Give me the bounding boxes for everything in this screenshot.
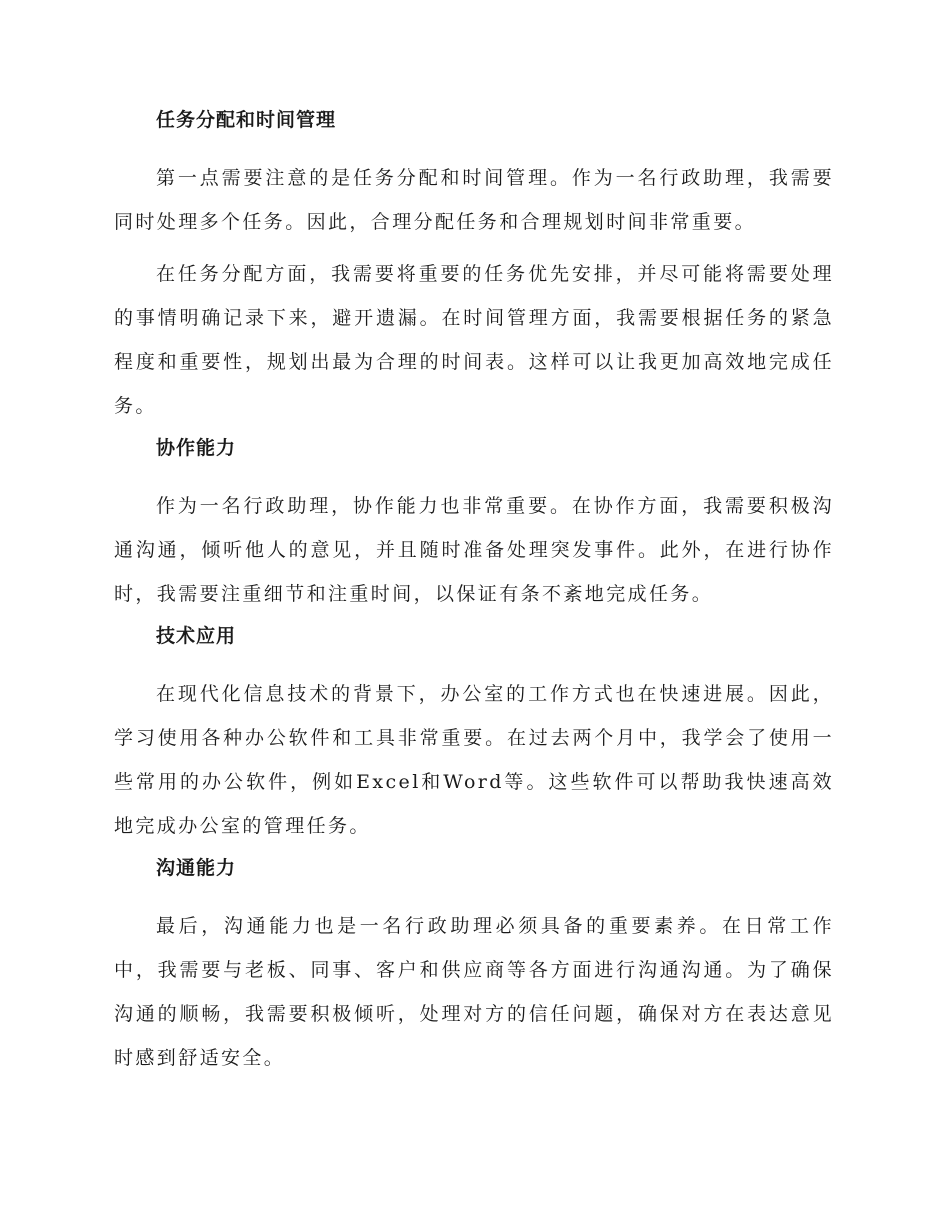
paragraph: 最后，沟通能力也是一名行政助理必须具备的重要素养。在日常工作中，我需要与老板、同事、客户和供应商等各方面进行沟通沟通。为了确保沟通的顺畅，我需要积极倾听，处理对方的信任问题，确保对方在表达意见时感到舒适安全。	[114, 915, 834, 1069]
document-page	[114, 108, 834, 1080]
section-heading: 任务分配和时间管理	[156, 109, 337, 131]
paragraph: 第一点需要注意的是任务分配和时间管理。作为一名行政助理，我需要同时处理多个任务。因此，合理分配任务和合理规划时间非常重要。	[114, 167, 834, 233]
paragraph: 作为一名行政助理，协作能力也非常重要。在协作方面，我需要积极沟通沟通，倾听他人的意见，并且随时准备处理突发事件。此外，在进行协作时，我需要注重细节和注重时间，以保证有条不紊地完成任务。	[114, 495, 834, 605]
section-technology	[114, 624, 834, 856]
section-heading: 技术应用	[156, 625, 237, 647]
section-heading: 协作能力	[156, 437, 237, 459]
paragraph: 在任务分配方面，我需要将重要的任务优先安排，并尽可能将需要处理的事情明确记录下来，避开遗漏。在时间管理方面，我需要根据任务的紧急程度和重要性，规划出最为合理的时间表。这样可以让我更加高效地完成任务。	[114, 263, 834, 417]
paragraph: 在现代化信息技术的背景下，办公室的工作方式也在快速进展。因此，学习使用各种办公软件和工具非常重要。在过去两个月中，我学会了使用一些常用的办公软件，例如Excel和Word等。这些软件可以帮助我快速高效地完成办公室的管理任务。	[114, 683, 834, 837]
section-collaboration	[114, 436, 834, 624]
section-task-allocation	[114, 108, 834, 436]
section-communication	[114, 856, 834, 1080]
section-heading: 沟通能力	[156, 857, 237, 879]
